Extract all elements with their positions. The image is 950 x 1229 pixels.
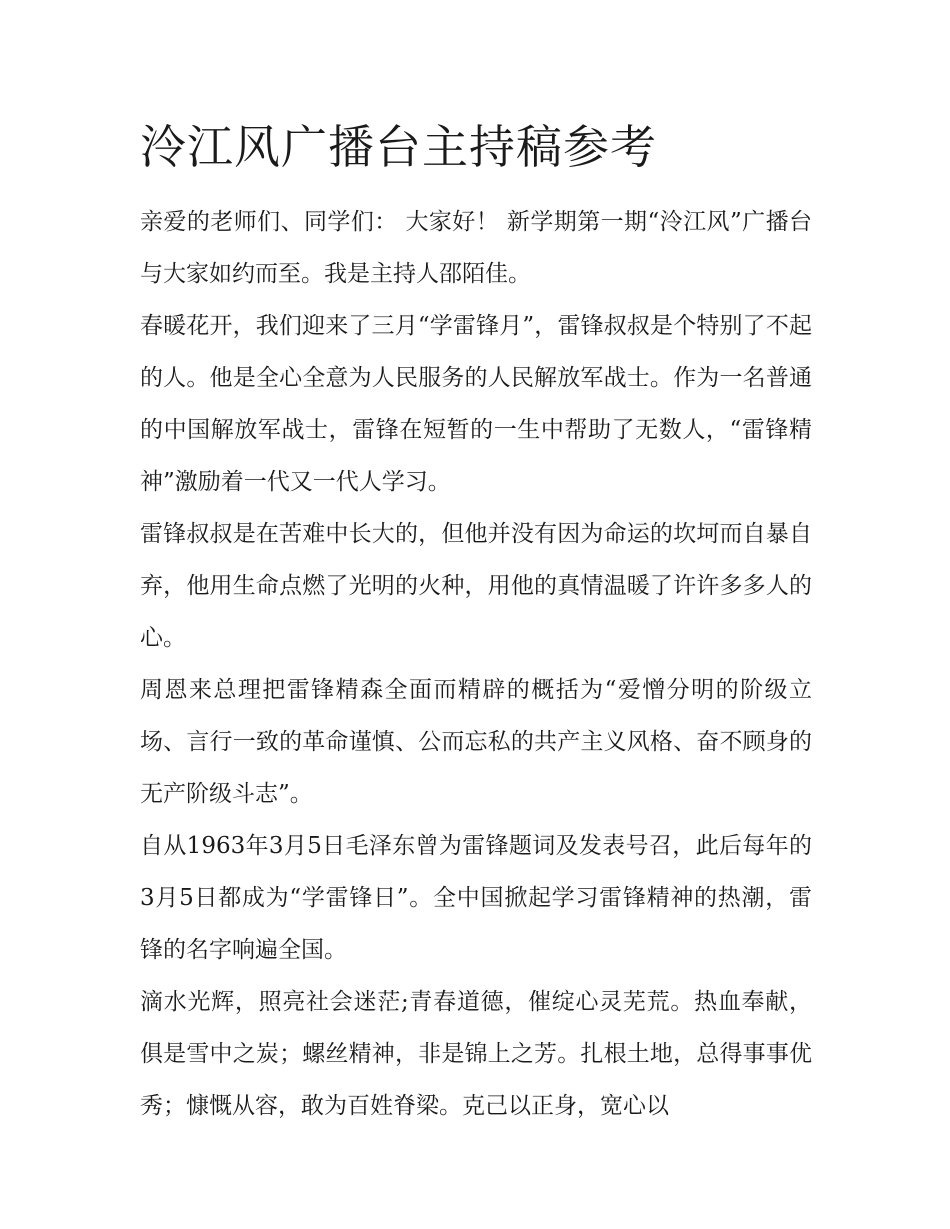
document-body [140,196,812,1132]
document-title: 泠江风广播台主持稿参考 [140,120,657,174]
paragraph-hardship: 雷锋叔叔是在苦难中长大的，但他并没有因为命运的坎坷而自暴自弃，他用生命点燃了光明的火种，用他的真情温暖了许许多多人的心。 [140,521,812,651]
paragraph-praise: 滴水光辉，照亮社会迷茫;青春道德，催绽心灵芜荒。热血奉献，俱是雪中之炭；螺丝精神，非是锦上之芳。扎根土地，总得事事优秀；慷慨从容，敢为百姓脊梁。克己以正身，宽心以 [140,989,812,1119]
paragraph-zhou-enlai: 周恩来总理把雷锋精森全面而精辟的概括为“爱憎分明的阶级立场、言行一致的革命谨慎、公而忘私的共产主义风格、奋不顾身的无产阶级斗志”。 [140,677,812,807]
paragraph-greeting: 亲爱的老师们、同学们： 大家好！ 新学期第一期“泠江风”广播台与大家如约而至。我是主持人邵陌佳。 [140,209,812,287]
paragraph-march: 春暖花开，我们迎来了三月“学雷锋月”，雷锋叔叔是个特别了不起的人。他是全心全意为人民服务的人民解放军战士。作为一名普通的中国解放军战士，雷锋在短暂的一生中帮助了无数人，“雷锋精神”激励着一代又一代人学习。 [140,313,812,495]
paragraph-1963: 自从1963年3月5日毛泽东曾为雷锋题词及发表号召，此后每年的3月5日都成为“学雷锋日”。全中国掀起学习雷锋精神的热潮，雷锋的名字响遍全国。 [140,833,812,963]
